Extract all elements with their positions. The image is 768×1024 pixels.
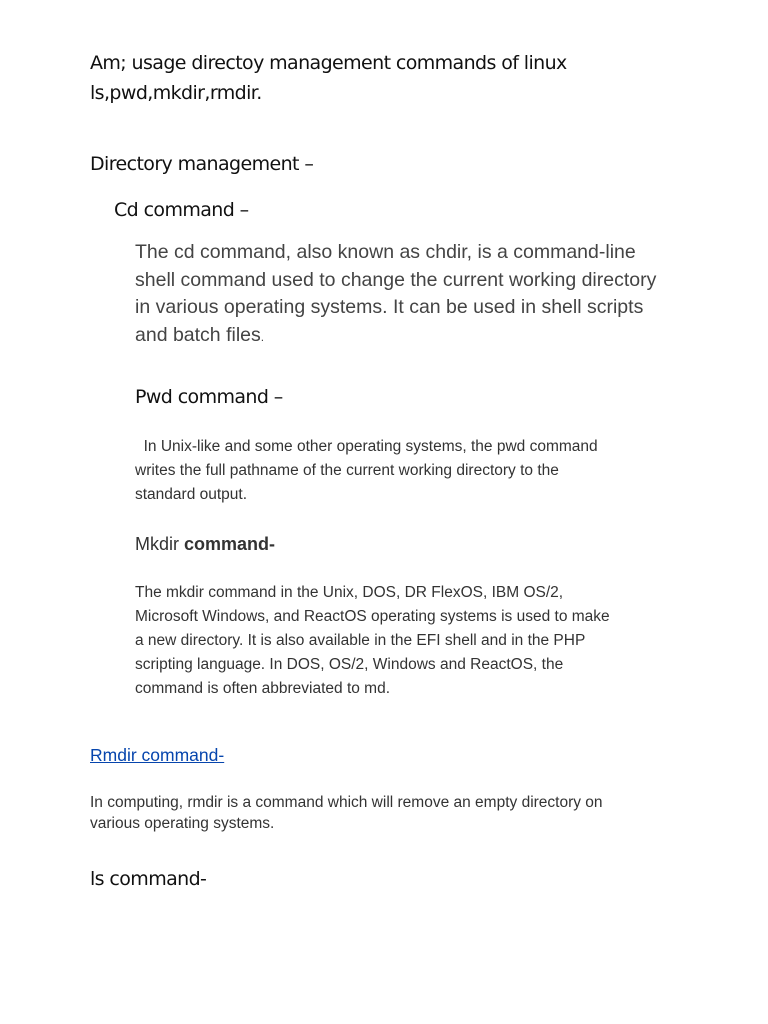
mkdir-command-heading <box>135 530 275 558</box>
cd-command-paragraph <box>135 239 656 351</box>
aim-line-1: Am; usage directoy management commands of linux <box>90 52 567 74</box>
cd-command-heading: Cd command – <box>114 199 249 221</box>
mkdir-heading-bold: command- <box>184 534 276 554</box>
ls-command-heading: ls command- <box>90 868 207 890</box>
aim-line-2: ls,pwd,mkdir,rmdir. <box>90 82 262 104</box>
pwd-command-paragraph: In Unix-like and some other operating systems, the pwd command writes the full pathname of the current working directory to the standard output. <box>135 438 598 503</box>
cd-paragraph-text: The cd command, also known as chdir, is a command-line shell command used to change the current working directory in various operating systems. It can be used in shell scripts and batch files <box>135 241 657 346</box>
rmdir-command-paragraph: In computing, rmdir is a command which will remove an empty directory on various operating systems. <box>90 794 603 832</box>
mkdir-command-paragraph: The mkdir command in the Unix, DOS, DR FlexOS, IBM OS/2, Microsoft Windows, and ReactOS operating systems is used to make a new directory. It is also available in the EFI shell and in the PHP scripting language. In DOS, OS/2, Windows and ReactOS, the command is often abbreviated to md. <box>135 584 610 697</box>
mkdir-heading-plain: Mkdir <box>135 534 184 554</box>
directory-management-heading: Directory management – <box>90 153 314 175</box>
rmdir-command-link[interactable]: Rmdir command- <box>90 745 225 765</box>
pwd-command-heading: Pwd command – <box>135 386 283 408</box>
cd-paragraph-period: . <box>260 329 265 344</box>
aim-statement <box>90 48 567 108</box>
